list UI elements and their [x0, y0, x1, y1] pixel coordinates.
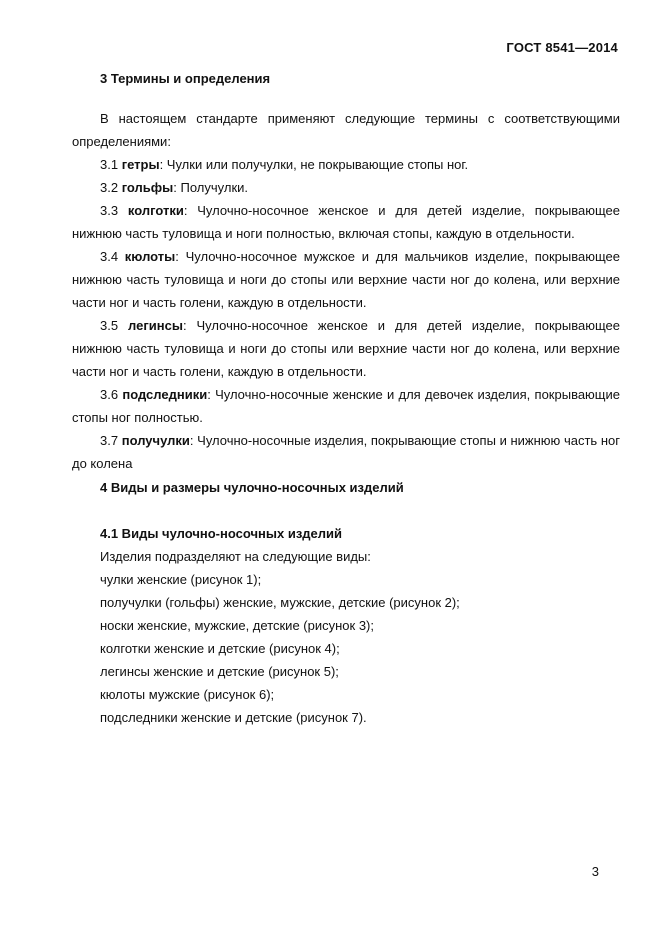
term-3-6: 3.6 подследники: Чулочно-носочные женские и для девочек изделия, покрывающие стопы ног полностью. — [72, 387, 620, 425]
section-4-title: 4 Виды и размеры чулочно-носочных изделий — [100, 480, 404, 495]
term-3-4: 3.4 кюлоты: Чулочно-носочное мужское и для мальчиков изделие, покрывающее нижнюю часть туловища и ноги до стопы или верхние части ног до колена, или верхние части ног и часть голени, каждую в отдельности. — [72, 249, 621, 310]
list-item: подследники женские и детские (рисунок 7). — [100, 710, 367, 725]
list-item: кюлоты мужские (рисунок 6); — [100, 687, 275, 702]
term-3-3: 3.3 колготки: Чулочно-носочное женское и для детей изделие, покрывающее нижнюю часть туловища и ноги полностью, включая стопы, каждую в отдельности. — [72, 203, 620, 241]
section-3-intro: В настоящем стандарте применяют следующие термины с соответствующими определениями: — [72, 111, 620, 149]
list-item: получулки (гольфы) женские, мужские, детские (рисунок 2); — [100, 595, 460, 610]
list-item: легинсы женские и детские (рисунок 5); — [100, 664, 339, 679]
list-item: носки женские, мужские, детские (рисунок 3); — [100, 618, 374, 633]
term-3-2: 3.2 гольфы: Получулки. — [100, 180, 249, 195]
list-item: чулки женские (рисунок 1); — [100, 572, 262, 587]
term-3-7: 3.7 получулки: Чулочно-носочные изделия, покрывающие стопы и нижнюю часть ног до колена — [72, 433, 620, 471]
document-id-header: ГОСТ 8541—2014 — [506, 40, 618, 55]
section-4-intro: Изделия подразделяют на следующие виды: — [100, 549, 371, 564]
section-3-title: 3 Термины и определения — [100, 71, 271, 86]
page-number: 3 — [591, 864, 599, 879]
list-item: колготки женские и детские (рисунок 4); — [100, 641, 340, 656]
term-3-1: 3.1 гетры: Чулки или получулки, не покрывающие стопы ног. — [100, 157, 469, 172]
term-3-5: 3.5 легинсы: Чулочно-носочное женское и для детей изделие, покрывающее нижнюю часть туловища и ноги до стопы или верхние части ног до колена, или верхние части ног и часть голени, каждую в отдельности. — [72, 318, 621, 379]
subsection-4-1-title: 4.1 Виды чулочно-носочных изделий — [100, 526, 342, 541]
